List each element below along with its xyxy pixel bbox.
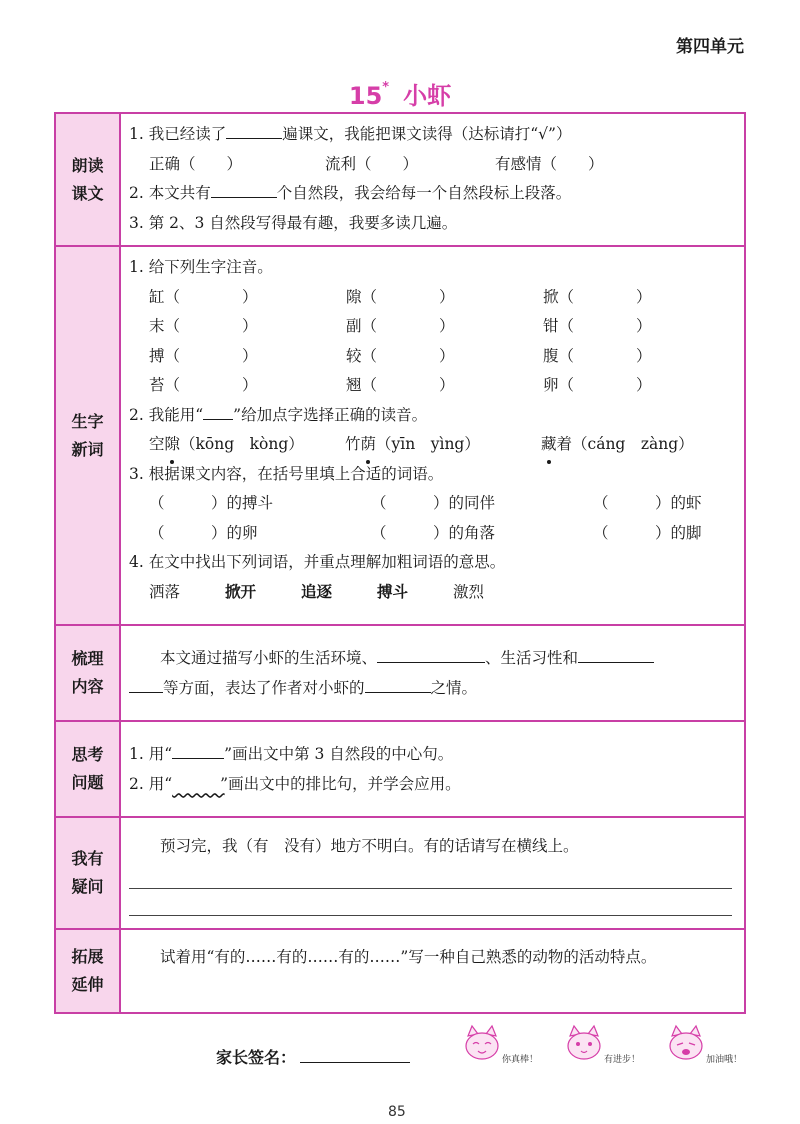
- section-label: [55, 246, 120, 625]
- vocab-word: 激烈: [453, 582, 485, 601]
- text: 的同伴: [448, 494, 496, 512]
- pinyin-blank[interactable]: （ ）: [164, 346, 258, 365]
- sticker-caption: 你真棒！: [502, 1055, 539, 1065]
- section-extend: [55, 929, 745, 1013]
- sticker-caption: 加油哦！: [706, 1055, 743, 1065]
- text: 的脚: [670, 523, 702, 542]
- cat-icon: [562, 1022, 606, 1066]
- pinyin-blank[interactable]: （ ）: [164, 317, 258, 335]
- summary-line1: [129, 644, 736, 674]
- char-row: [129, 312, 736, 342]
- char-row: [129, 342, 736, 372]
- char: 苔: [149, 376, 165, 394]
- label-line: 生字: [71, 411, 104, 431]
- pinyin-blank[interactable]: （ ）: [164, 376, 258, 394]
- pinyin-blank[interactable]: （ ）: [558, 376, 652, 394]
- text: 2. 用“: [129, 774, 173, 793]
- text: ”画出文中的排比句，并学会应用。: [220, 774, 461, 793]
- think-q1: [129, 740, 736, 770]
- words-q2: [129, 401, 736, 431]
- read-q1: [129, 120, 736, 150]
- char: 缸: [149, 287, 165, 306]
- habits-blank-cont[interactable]: [129, 675, 163, 693]
- extend-prompt: 试着用“有的……有的……有的……”写一种自己熟悉的动物的活动特点。: [160, 948, 657, 966]
- label-line: 内容: [71, 677, 104, 696]
- sticker-cheer: [664, 1022, 760, 1070]
- habits-blank[interactable]: [578, 645, 654, 663]
- pinyin-blank[interactable]: （ ）: [361, 317, 455, 335]
- text: 之情。: [430, 678, 478, 697]
- section-words: [55, 246, 745, 625]
- section-think: [55, 721, 745, 817]
- text: 等方面，表达了作者对小虾的: [163, 678, 365, 697]
- pinyin-blank[interactable]: （ ）: [558, 317, 652, 335]
- pinyin-options[interactable]: （kōng kòng）: [180, 435, 304, 453]
- word-blank[interactable]: （ ）: [149, 523, 227, 542]
- words-q4: 4. 在文中找出下列词语，并重点理解加粗词语的意思。: [129, 553, 506, 571]
- label-line: 延伸: [71, 975, 104, 994]
- section-content: [120, 113, 745, 246]
- words-q3: 3. 根据课文内容，在括号里填上合适的词语。: [129, 464, 444, 483]
- pinyin-options[interactable]: 着（cáng zàng）: [556, 435, 694, 453]
- answer-line[interactable]: [129, 862, 732, 889]
- page-number: 85: [388, 1104, 406, 1120]
- pinyin-choices: [129, 430, 736, 460]
- pinyin-blank[interactable]: （ ）: [558, 346, 652, 365]
- char: 副: [346, 317, 362, 335]
- char: 竹: [345, 435, 361, 453]
- sticker-progress: [562, 1022, 658, 1070]
- environment-blank[interactable]: [377, 645, 485, 663]
- vocab-word-bold: 追逐: [301, 582, 333, 601]
- char: 较: [346, 346, 362, 365]
- times-blank[interactable]: [226, 121, 282, 139]
- text: 2. 我能用“: [129, 405, 204, 424]
- text: 2. 本文共有: [129, 184, 211, 202]
- char: 隙: [346, 287, 362, 306]
- section-label: [55, 625, 120, 721]
- vocab-word-bold: 掀开: [225, 582, 257, 601]
- text: 的卵: [226, 523, 258, 542]
- pinyin-blank[interactable]: （ ）: [361, 346, 455, 365]
- vocab-word-bold: 搏斗: [377, 582, 409, 601]
- text: 、生活习性和: [485, 649, 579, 667]
- text: 的角落: [448, 523, 496, 542]
- dotted-char: 藏: [541, 430, 557, 460]
- option-correct[interactable]: 正确（ ）: [149, 154, 243, 173]
- char: 钳: [543, 317, 559, 335]
- fill-row: [129, 519, 736, 549]
- label-line: 课文: [71, 183, 104, 203]
- read-q3: 3. 第 2、3 自然段写得最有趣，我要多读几遍。: [129, 213, 458, 232]
- underline-sample: [203, 402, 233, 420]
- fill-row: [129, 489, 736, 519]
- cat-icon: [664, 1022, 708, 1066]
- char: 搏: [149, 346, 165, 365]
- pinyin-options[interactable]: （yīn yìng）: [376, 435, 480, 453]
- word-blank[interactable]: （ ）: [371, 494, 449, 512]
- paragraph-count-blank[interactable]: [211, 180, 277, 198]
- lesson-mark: *: [382, 80, 390, 95]
- section-label: [55, 817, 120, 929]
- text: 个自然段，我会给每一个自然段标上段落。: [276, 184, 572, 202]
- straight-line-sample: [172, 741, 224, 759]
- text: 1. 我已经读了: [129, 125, 227, 143]
- section-content: [120, 246, 745, 625]
- parent-signature: [216, 1045, 410, 1068]
- section-label: [55, 113, 120, 246]
- pinyin-blank[interactable]: （ ）: [558, 287, 652, 306]
- label-line: 我有: [71, 849, 104, 868]
- words-q1: 1. 给下列生字注音。: [129, 258, 273, 276]
- sticker-great: [460, 1022, 556, 1070]
- char: 掀: [543, 287, 559, 306]
- ask-prompt: 预习完，我（有 没有）地方不明白。有的话请写在横线上。: [160, 837, 579, 855]
- label-line: 朗读: [71, 155, 104, 175]
- lesson-title: [0, 76, 800, 111]
- option-fluent[interactable]: 流利（ ）: [325, 154, 419, 173]
- char: 空: [149, 435, 165, 453]
- text: 1. 用“: [129, 745, 173, 763]
- cat-icon: [460, 1022, 504, 1066]
- char-row: [129, 371, 736, 401]
- pinyin-blank[interactable]: （ ）: [164, 287, 258, 306]
- text: 的搏斗: [226, 494, 274, 512]
- word-blank[interactable]: （ ）: [371, 523, 449, 542]
- section-content: [120, 625, 745, 721]
- text: 遍课文，我能把课文读得（达标请打“√”）: [282, 125, 572, 143]
- section-read: [55, 113, 745, 246]
- section-summary: [55, 625, 745, 721]
- lesson-number: 15: [348, 82, 383, 110]
- option-expressive[interactable]: 有感情（ ）: [495, 154, 604, 173]
- label-line: 问题: [71, 773, 104, 792]
- text: ”给加点字选择正确的读音。: [233, 405, 428, 424]
- section-content: [120, 721, 745, 817]
- preview-table: [54, 112, 746, 1014]
- char: 卵: [543, 376, 559, 394]
- signature-label: 家长签名：: [216, 1048, 297, 1067]
- read-options: [129, 150, 736, 180]
- label-line: 梳理: [71, 649, 104, 668]
- wavy-line-sample: [172, 770, 220, 800]
- label-line: 新词: [71, 439, 104, 459]
- feeling-blank[interactable]: [365, 675, 431, 693]
- text: 本文通过描写小虾的生活环境、: [160, 649, 378, 667]
- word-blank[interactable]: （ ）: [593, 523, 671, 542]
- read-q2: [129, 179, 736, 209]
- pinyin-blank[interactable]: （ ）: [361, 287, 455, 306]
- section-content: [120, 929, 745, 1013]
- label-line: 拓展: [71, 947, 104, 966]
- answer-line[interactable]: [129, 889, 732, 916]
- pinyin-blank[interactable]: （ ）: [361, 376, 455, 394]
- dotted-char: 隙: [165, 430, 181, 460]
- label-line: 疑问: [71, 877, 104, 896]
- text: ”画出文中第 3 自然段的中心句。: [224, 745, 454, 763]
- lesson-name: 小虾: [403, 82, 452, 110]
- char: 末: [149, 317, 165, 335]
- label-line: 思考: [71, 745, 104, 764]
- sticker-caption: 有进步！: [604, 1055, 641, 1065]
- unit-label: 第四单元: [676, 37, 744, 57]
- section-ask: [55, 817, 745, 929]
- char: 腹: [543, 346, 559, 365]
- section-content: [120, 817, 745, 929]
- word-blank[interactable]: （ ）: [593, 494, 671, 512]
- summary-line2: [129, 674, 736, 704]
- vocab-word: 洒落: [149, 582, 181, 601]
- char-row: [129, 283, 736, 313]
- think-q2: [129, 770, 736, 800]
- text: 的虾: [670, 494, 702, 512]
- dotted-char: 荫: [361, 430, 377, 460]
- vocab-row: [129, 578, 736, 608]
- signature-blank[interactable]: [300, 1046, 410, 1063]
- section-label: [55, 721, 120, 817]
- word-blank[interactable]: （ ）: [149, 494, 227, 512]
- char: 翘: [346, 376, 362, 394]
- section-label: [55, 929, 120, 1013]
